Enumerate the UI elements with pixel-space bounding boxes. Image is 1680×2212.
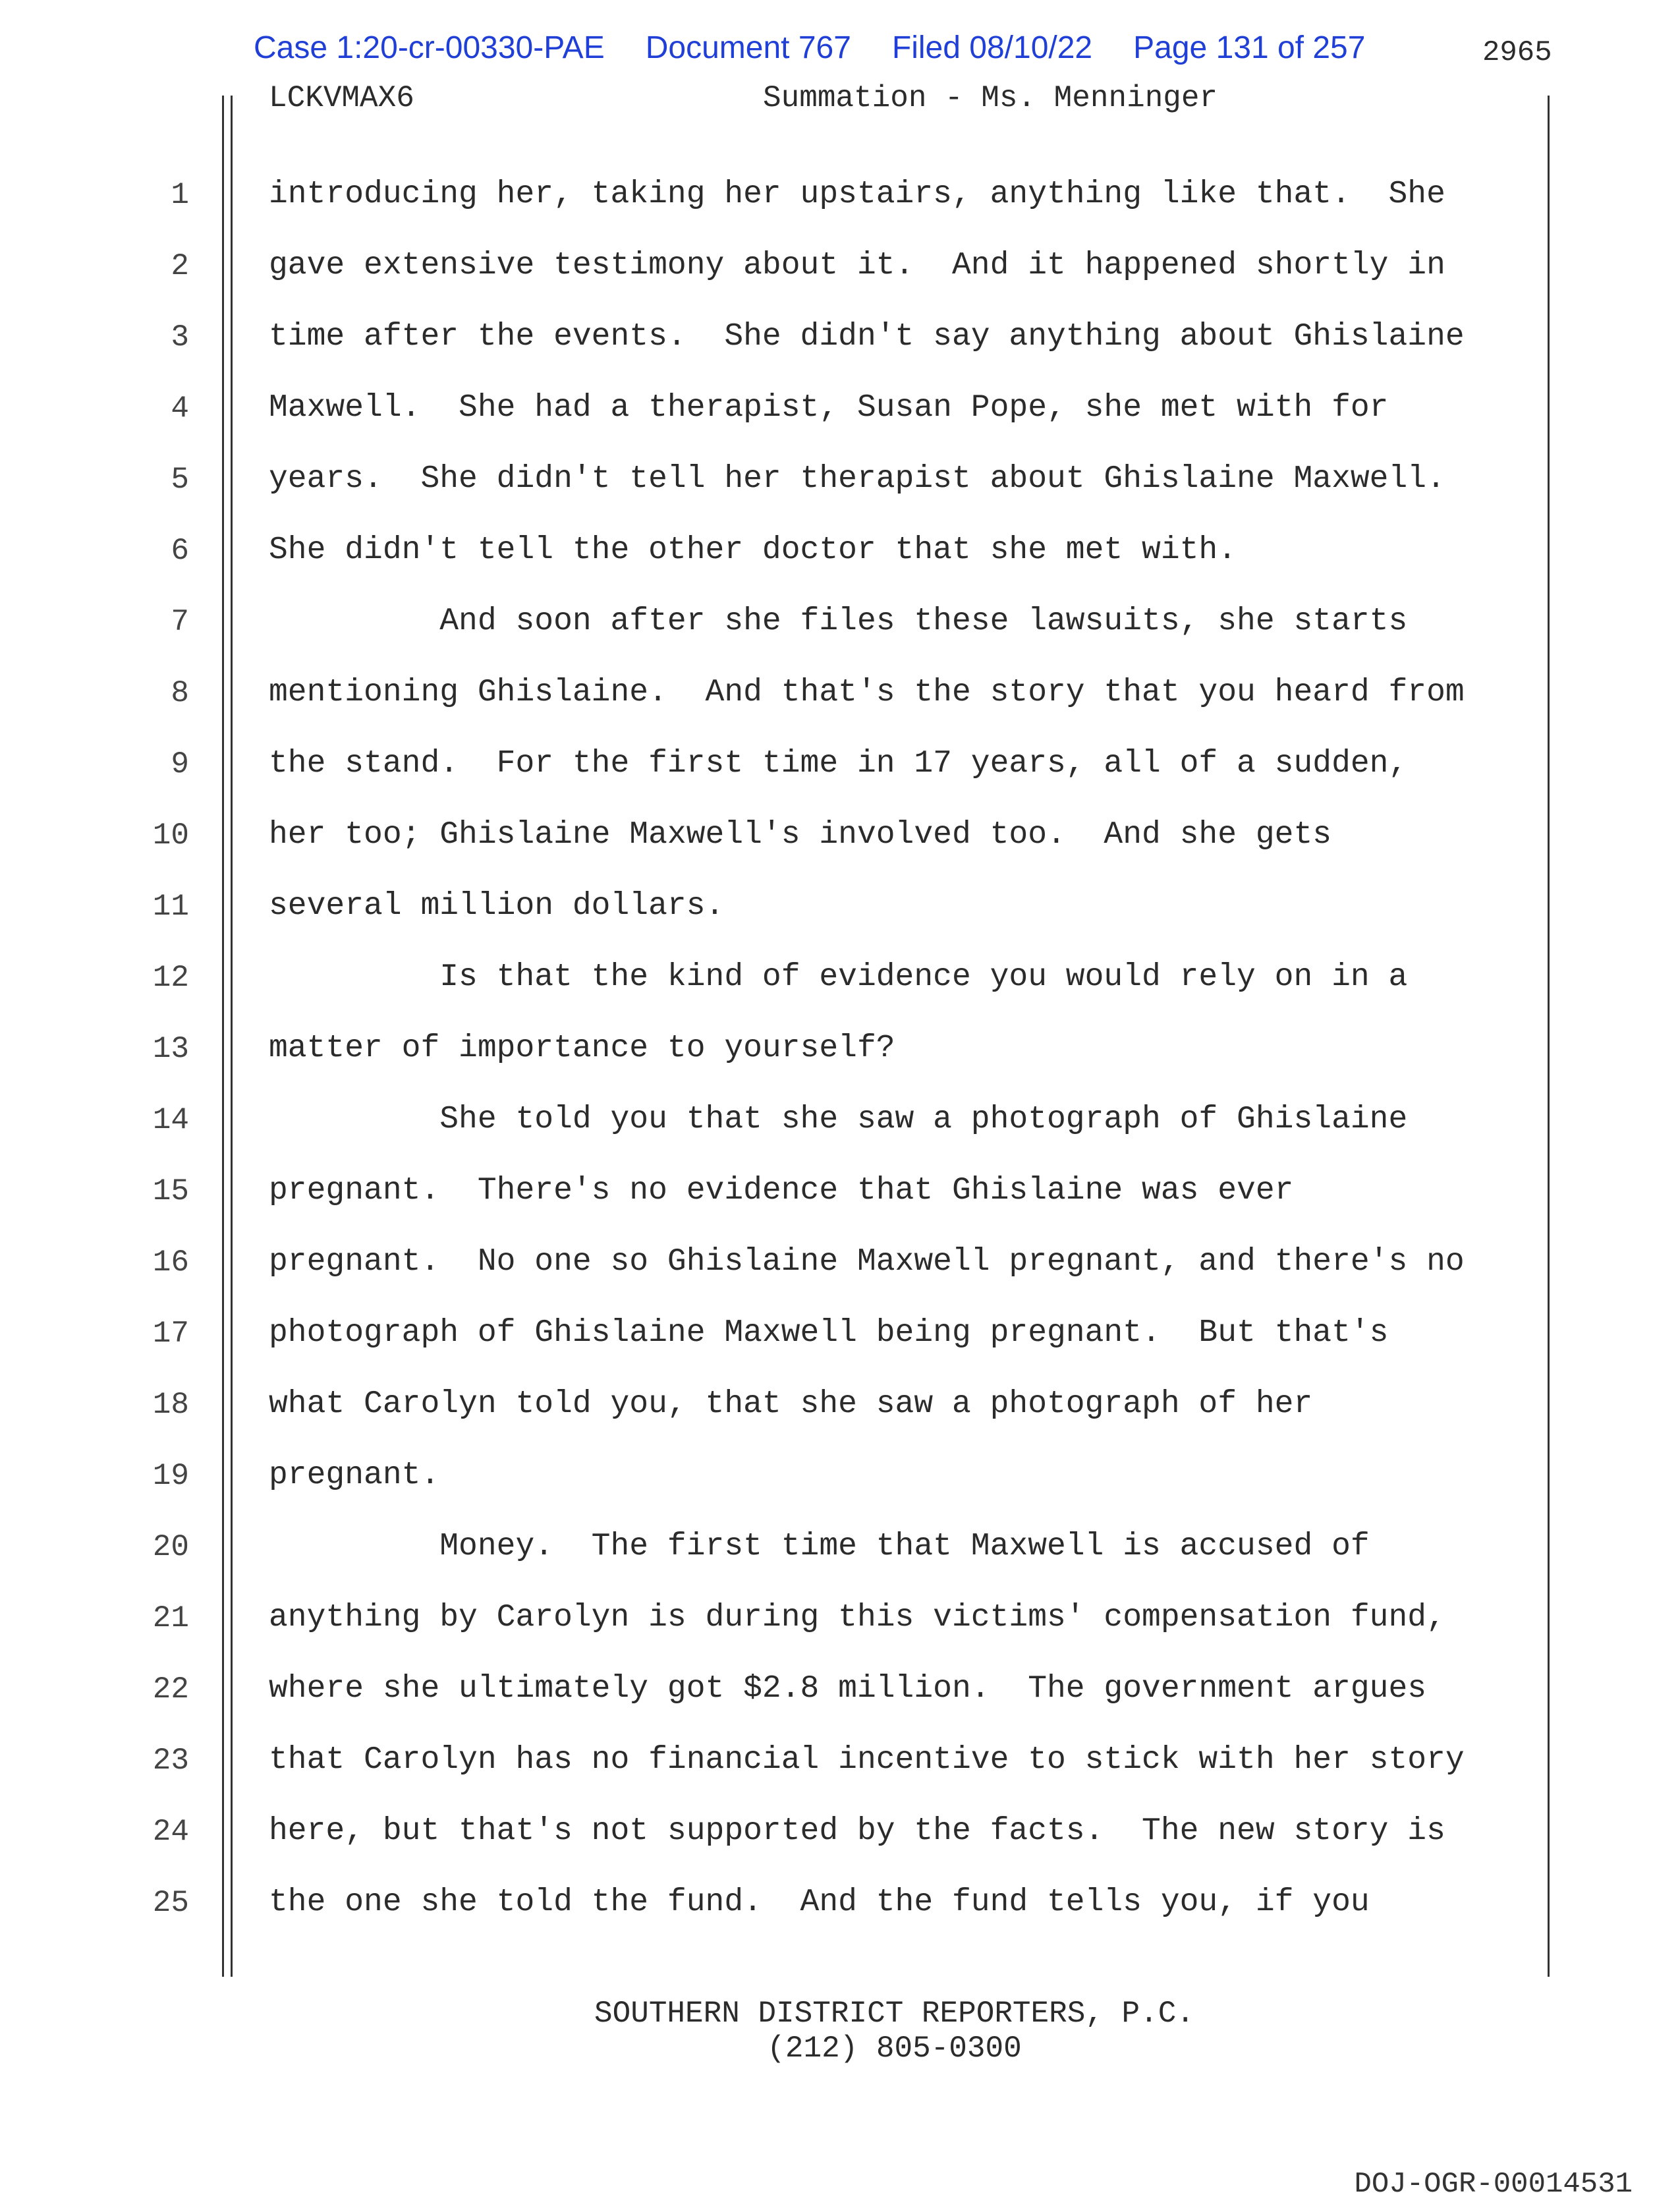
document-number: Document 767: [645, 30, 851, 65]
case-number: Case 1:20-cr-00330-PAE: [254, 30, 605, 65]
line-number: 19: [152, 1459, 189, 1493]
line-text: She told you that she saw a photograph of Ghislaine: [269, 1102, 1408, 1137]
line-text: photograph of Ghislaine Maxwell being pregnant. But that's: [269, 1315, 1389, 1351]
court-filing-header: [254, 30, 1365, 66]
line-number: 12: [152, 961, 189, 995]
line-number: 7: [171, 605, 189, 639]
left-margin-rule-outer: [222, 96, 224, 1977]
line-text: pregnant.: [269, 1458, 440, 1493]
transcript-id: LCKVMAX6: [269, 81, 414, 115]
line-text: mentioning Ghislaine. And that's the story that you heard from: [269, 675, 1465, 710]
line-number: 18: [152, 1388, 189, 1422]
line-text: Is that the kind of evidence you would rely on in a: [269, 959, 1408, 995]
line-text: pregnant. There's no evidence that Ghislaine was ever: [269, 1173, 1294, 1208]
line-number: 16: [152, 1245, 189, 1280]
line-number: 21: [152, 1601, 189, 1635]
line-text: matter of importance to yourself?: [269, 1031, 895, 1066]
transcript-title: Summation - Ms. Menninger: [763, 81, 1218, 115]
line-text: years. She didn't tell her therapist about Ghislaine Maxwell.: [269, 461, 1445, 497]
line-text: anything by Carolyn is during this victims' compensation fund,: [269, 1600, 1445, 1635]
line-text: her too; Ghislaine Maxwell's involved too. And she gets: [269, 817, 1332, 853]
right-margin-rule: [1548, 96, 1550, 1977]
line-text: She didn't tell the other doctor that she met with.: [269, 532, 1237, 568]
line-text: Maxwell. She had a therapist, Susan Pope, she met with for: [269, 390, 1389, 426]
reporter-name: SOUTHERN DISTRICT REPORTERS, P.C.: [594, 1997, 1194, 2031]
line-number: 24: [152, 1815, 189, 1849]
line-text: gave extensive testimony about it. And it happened shortly in: [269, 248, 1445, 283]
line-number: 25: [152, 1886, 189, 1920]
line-number: 14: [152, 1103, 189, 1137]
line-number: 10: [152, 818, 189, 853]
line-number: 11: [152, 890, 189, 924]
line-number: 8: [171, 676, 189, 710]
line-text: And soon after she files these lawsuits, she starts: [269, 604, 1408, 639]
transcript-page-number: 2965: [1482, 36, 1552, 69]
line-number: 5: [171, 463, 189, 497]
line-number: 15: [152, 1174, 189, 1208]
line-number: 20: [152, 1530, 189, 1564]
line-number: 2: [171, 249, 189, 283]
reporter-phone: (212) 805-0300: [767, 2031, 1022, 2066]
line-number: 4: [171, 391, 189, 426]
line-text: the stand. For the first time in 17 years, all of a sudden,: [269, 746, 1408, 781]
line-text: here, but that's not supported by the facts. The new story is: [269, 1813, 1445, 1849]
line-number: 9: [171, 747, 189, 781]
line-number: 23: [152, 1744, 189, 1778]
line-text: where she ultimately got $2.8 million. The government argues: [269, 1671, 1427, 1707]
line-text: what Carolyn told you, that she saw a photograph of her: [269, 1386, 1313, 1422]
line-text: time after the events. She didn't say anything about Ghislaine: [269, 319, 1465, 354]
page-count: Page 131 of 257: [1133, 30, 1366, 65]
line-number: 3: [171, 320, 189, 354]
line-text: several million dollars.: [269, 888, 725, 924]
line-text: Money. The first time that Maxwell is accused of: [269, 1529, 1370, 1564]
line-number: 13: [152, 1032, 189, 1066]
line-text: the one she told the fund. And the fund tells you, if you: [269, 1885, 1370, 1920]
line-number: 22: [152, 1672, 189, 1707]
left-margin-rule-inner: [231, 96, 233, 1977]
line-text: introducing her, taking her upstairs, anything like that. She: [269, 177, 1445, 212]
bates-number: DOJ-OGR-00014531: [1354, 2168, 1633, 2201]
filed-date: Filed 08/10/22: [891, 30, 1093, 65]
line-text: pregnant. No one so Ghislaine Maxwell pregnant, and there's no: [269, 1244, 1465, 1280]
line-number: 6: [171, 534, 189, 568]
line-number: 17: [152, 1317, 189, 1351]
line-text: that Carolyn has no financial incentive to stick with her story: [269, 1742, 1465, 1778]
line-number: 1: [171, 178, 189, 212]
